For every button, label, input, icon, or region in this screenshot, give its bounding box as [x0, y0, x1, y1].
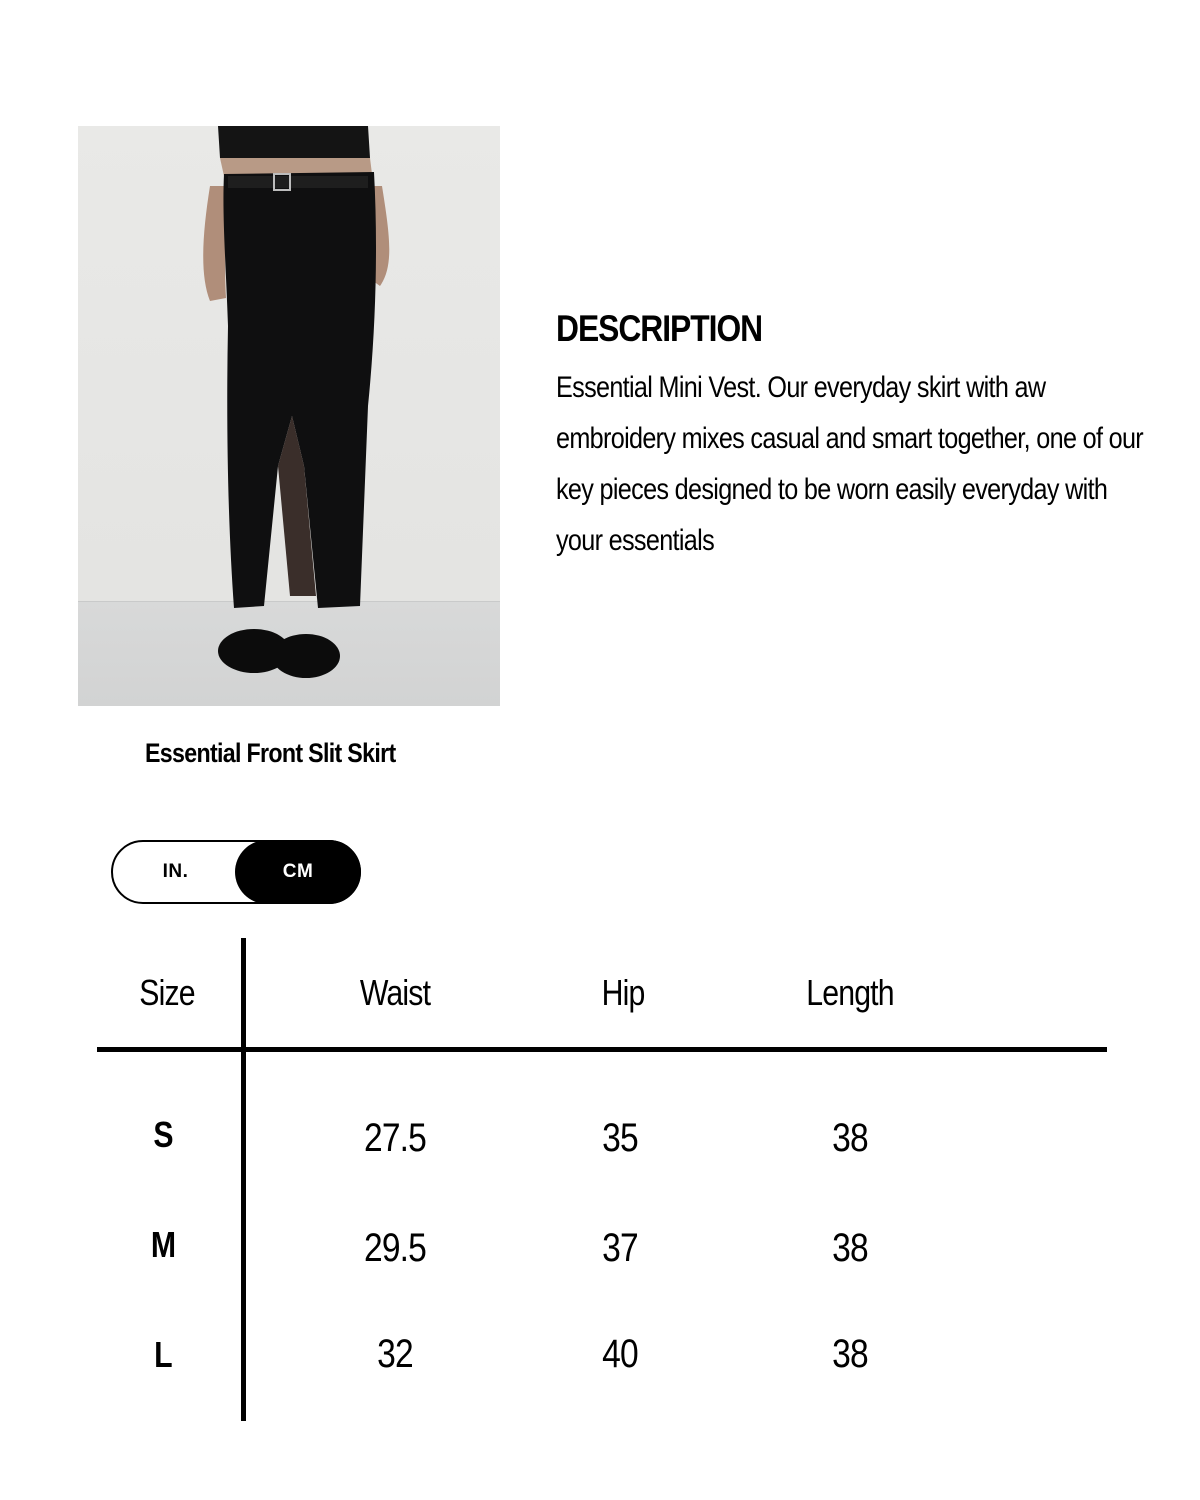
description-line: your essentials [556, 524, 715, 557]
description-line: key pieces designed to be worn easily everyday with [556, 473, 1108, 506]
header-waist: Waist [359, 972, 431, 1013]
length-cell: 38 [832, 1226, 868, 1270]
table-column-divider [241, 938, 246, 1421]
table-header-divider [97, 1047, 1107, 1052]
skirt-illustration [78, 126, 500, 706]
header-size: Size [139, 972, 195, 1013]
size-cell: M [150, 1224, 176, 1265]
hip-cell: 40 [602, 1332, 638, 1376]
waist-cell: 32 [377, 1332, 413, 1376]
hip-cell: 35 [602, 1116, 638, 1160]
description-title: DESCRIPTION [556, 308, 763, 349]
unit-option-cm[interactable]: CM [235, 840, 361, 904]
description-line: embroidery mixes casual and smart together, one of our [556, 422, 1144, 455]
size-cell: S [153, 1114, 173, 1155]
hip-cell: 37 [602, 1226, 638, 1270]
unit-option-inches[interactable]: IN. [162, 861, 189, 882]
header-length: Length [806, 972, 894, 1013]
waist-cell: 29.5 [363, 1226, 427, 1270]
description-body [556, 362, 1144, 566]
waist-cell: 27.5 [363, 1116, 427, 1160]
product-name: Essential Front Slit Skirt [145, 738, 396, 768]
description-line: Essential Mini Vest. Our everyday skirt with aw [556, 371, 1046, 404]
length-cell: 38 [832, 1116, 868, 1160]
length-cell: 38 [832, 1332, 868, 1376]
unit-toggle[interactable] [111, 840, 361, 904]
product-photo [78, 126, 500, 706]
header-hip: Hip [601, 972, 645, 1013]
size-cell: L [154, 1334, 172, 1375]
